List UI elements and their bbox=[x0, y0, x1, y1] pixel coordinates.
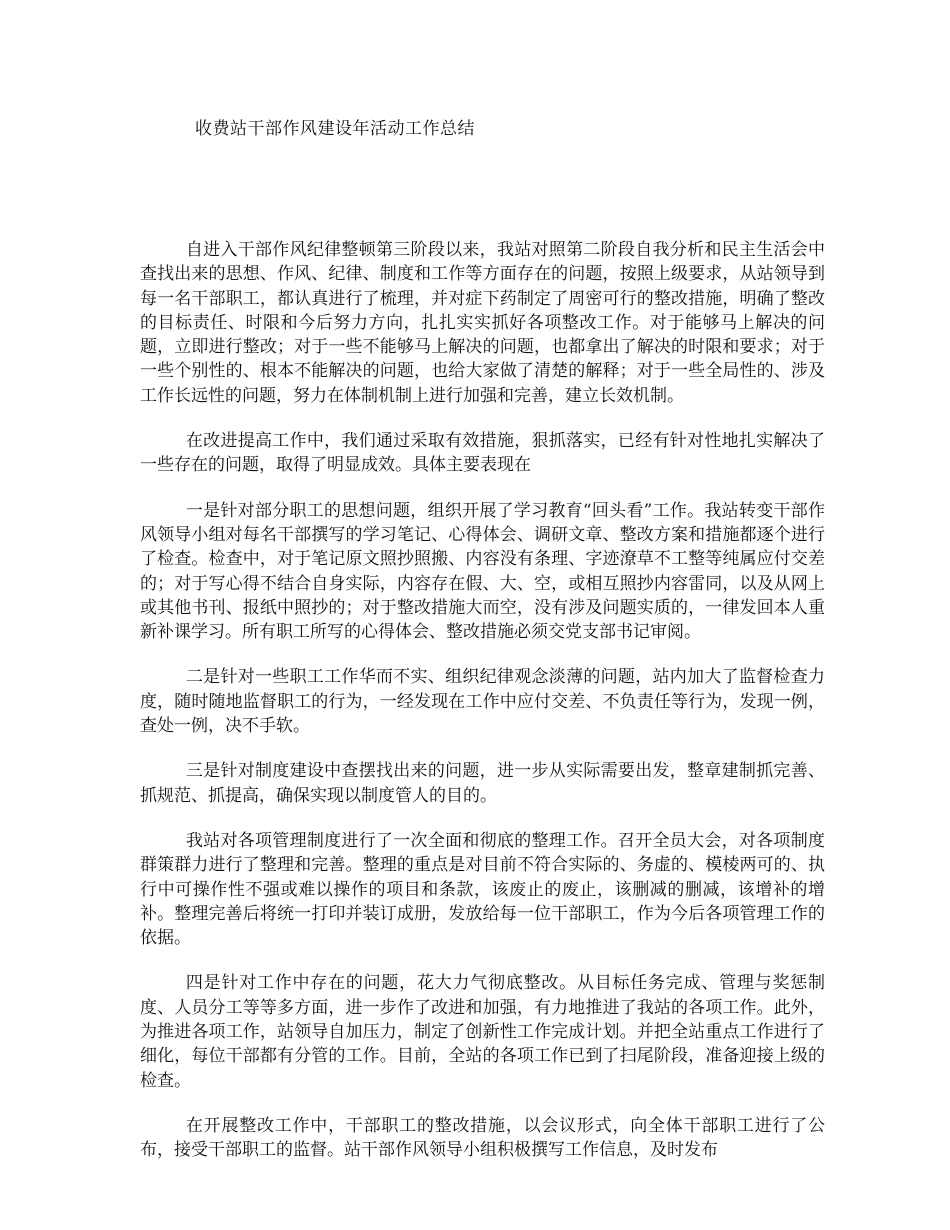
paragraph-point-two: 二是针对一些职工工作华而不实、组织纪律观念淡薄的问题，站内加大了监督检查力度，随时随地监督职工的行为，一经发现在工作中应付交差、不负责任等行为，发现一例，查处一例，决不手软。 bbox=[140, 667, 825, 737]
paragraph-point-four: 四是针对工作中存在的问题，花大力气彻底整改。从目标任务完成、管理与奖惩制度、人员分工等等多方面，进一步作了改进和加强，有力地推进了我站的各项工作。此外，为推进各项工作，站领导自加压力，制定了创新性工作完成计划。并把全站重点工作进行了细化，每位干部都有分管的工作。目前，全站的各项工作已到了扫尾阶段，准备迎接上级的检查。 bbox=[140, 973, 825, 1091]
paragraph-intro: 自进入干部作风纪律整顿第三阶段以来，我站对照第二阶段自我分析和民主生活会中查找出来的思想、作风、纪律、制度和工作等方面存在的问题，按照上级要求，从站领导到每一名干部职工，都认真进行了梳理，并对症下药制定了周密可行的整改措施，明确了整改的目标责任、时限和今后努力方向，扎扎实实抓好各项整改工作。对于能够马上解决的问题，立即进行整改；对于一些不能够马上解决的问题，也都拿出了解决的时限和要求；对于一些个别性的、根本不能解决的问题，也给大家做了清楚的解释；对于一些全局性的、涉及工作长远性的问题，努力在体制机制上进行加强和完善，建立长效机制。 bbox=[140, 240, 825, 406]
paragraph-point-three: 三是针对制度建设中查摆找出来的问题，进一步从实际需要出发，整章建制抓完善、抓规范、抓提高，确保实现以制度管人的目的。 bbox=[140, 761, 825, 806]
paragraph-rules-cleanup: 我站对各项管理制度进行了一次全面和彻底的整理工作。召开全员大会，对各项制度群策群力进行了整理和完善。整理的重点是对目前不符合实际的、务虚的、模棱两可的、执行中可操作性不强或难以操作的项目和条款，该废止的废止，该删减的删减，该增补的增补。整理完善后将统一打印并装订成册，发放给每一位干部职工，作为今后各项管理工作的依据。 bbox=[140, 830, 825, 949]
paragraph-results-summary: 在改进提高工作中，我们通过采取有效措施，狠抓落实，已经有针对性地扎实解决了一些存在的问题，取得了明显成效。具体主要表现在 bbox=[140, 431, 825, 476]
paragraph-point-one: 一是针对部分职工的思想问题，组织开展了学习教育“回头看”工作。我站转变干部作风领导小组对每名干部撰写的学习笔记、心得体会、调研文章、整改方案和措施都逐个进行了检查。检查中，对于笔记原文照抄照搬、内容没有条理、字迹潦草不工整等纯属应付交差的；对于写心得不结合自身实际，内容存在假、大、空，或相互照抄内容雷同，以及从网上或其他书刊、报纸中照抄的；对于整改措施大而空，没有涉及问题实质的，一律发回本人重新补课学习。所有职工所写的心得体会、整改措施必须交党支部书记审阅。 bbox=[140, 500, 825, 643]
paragraph-publicity: 在开展整改工作中，干部职工的整改措施，以会议形式，向全体干部职工进行了公布，接受干部职工的监督。站干部作风领导小组积极撰写工作信息，及时发布 bbox=[140, 1115, 825, 1161]
document-body bbox=[140, 238, 825, 1184]
document-title: 收费站干部作风建设年活动工作总结 bbox=[195, 119, 475, 139]
